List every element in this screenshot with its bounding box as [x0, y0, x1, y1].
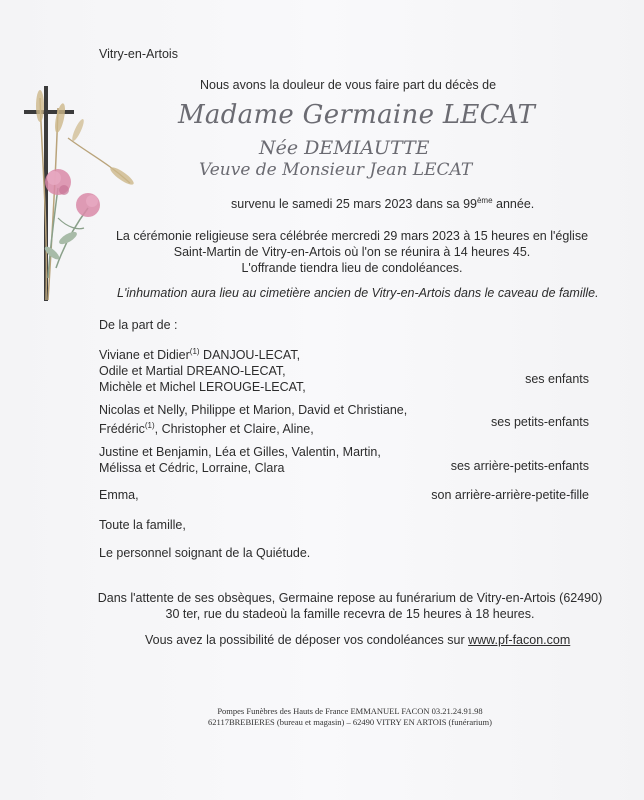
footer-line-1: Pompes Funèbres des Hauts de France EMMANUEL FACON 03.21.24.91.98 — [217, 706, 483, 716]
great-grandchildren-relation: ses arrière-petits-enfants — [450, 459, 589, 473]
footer — [150, 706, 550, 728]
children-line-1a: Viviane et Didier — [99, 348, 190, 363]
children-line-3: Michèle et Michel LEROUGE-LECAT, — [99, 380, 306, 395]
location: Vitry-en-Artois — [99, 47, 178, 61]
children-line-1 — [99, 344, 306, 363]
grandchildren-line-2 — [99, 418, 407, 437]
great-great-relation: son arrière-arrière-petite-fille — [431, 488, 589, 502]
footer-line-2: 62117BREBIERES (bureau et magasin) – 62490 VITRY EN ARTOIS (funérarium) — [208, 717, 492, 727]
death-suffix: année. — [492, 197, 535, 212]
condolences-text — [145, 633, 570, 647]
grandchildren-relation: ses petits-enfants — [491, 415, 589, 429]
all-family: Toute la famille, — [99, 518, 186, 532]
children-names — [99, 344, 306, 395]
ceremony-line-1: La cérémonie religieuse sera célébrée mercredi 29 mars 2023 à 15 heures en l'église — [115, 229, 589, 243]
death-date — [231, 196, 534, 211]
great-grandchildren-line-1: Justine et Benjamin, Léa et Gilles, Valentin, Martin, — [99, 445, 381, 459]
ceremony-line-3: L'offrande tiendra lieu de condoléances. — [241, 261, 463, 275]
death-sup: ème — [476, 196, 493, 205]
burial-text: L'inhumation aura lieu au cimetière ancien de Vitry-en-Artois dans le caveau de famille. — [117, 286, 599, 300]
rest-line-1: Dans l'attente de ses obsèques, Germaine repose au funérarium de Vitry-en-Artois (62490) — [97, 591, 603, 605]
intro-text: Nous avons la douleur de vous faire part du décès de — [200, 78, 497, 92]
children-line-1b: DANJOU-LECAT, — [199, 348, 301, 363]
care-staff: Le personnel soignant de la Quiétude. — [99, 546, 311, 560]
great-great-name: Emma, — [99, 488, 139, 502]
great-grandchildren-names — [99, 444, 381, 476]
ceremony-line-2: Saint-Martin de Vitry-en-Artois où l'on se réunira à 14 heures 45. — [173, 245, 531, 259]
widow-of: Veuve de Monsieur Jean LECAT — [199, 160, 473, 180]
grandchildren-names — [99, 402, 407, 437]
grandchildren-line-1: Nicolas et Nelly, Philippe et Marion, David et Christiane, — [99, 403, 408, 417]
death-prefix: survenu le samedi 25 mars 2023 dans sa 99 — [231, 197, 477, 212]
from-label: De la part de : — [99, 318, 178, 332]
great-grandchildren-line-2: Mélissa et Cédric, Lorraine, Clara — [99, 461, 285, 475]
ceremony-block — [100, 228, 604, 276]
grandchildren-line-2-sup: (1) — [144, 421, 155, 430]
grandchildren-line-2a: Frédéric — [99, 422, 145, 437]
rest-block — [80, 590, 620, 622]
grandchildren-line-2b: , Christopher et Claire, Aline, — [154, 422, 314, 437]
children-relation: ses enfants — [525, 372, 589, 386]
deceased-name: Madame Germaine LECAT — [178, 100, 536, 130]
children-line-2: Odile et Martial DREANO-LECAT, — [99, 364, 286, 379]
condolences-prefix: Vous avez la possibilité de déposer vos condoléances sur — [145, 633, 469, 647]
maiden-name: Née DEMIAUTTE — [259, 137, 430, 159]
rest-line-2: 30 ter, rue du stadeoù la famille recevra de 15 heures à 18 heures. — [165, 607, 535, 621]
condolences-link[interactable]: www.pf-facon.com — [468, 633, 571, 647]
children-line-1-sup: (1) — [189, 347, 200, 356]
